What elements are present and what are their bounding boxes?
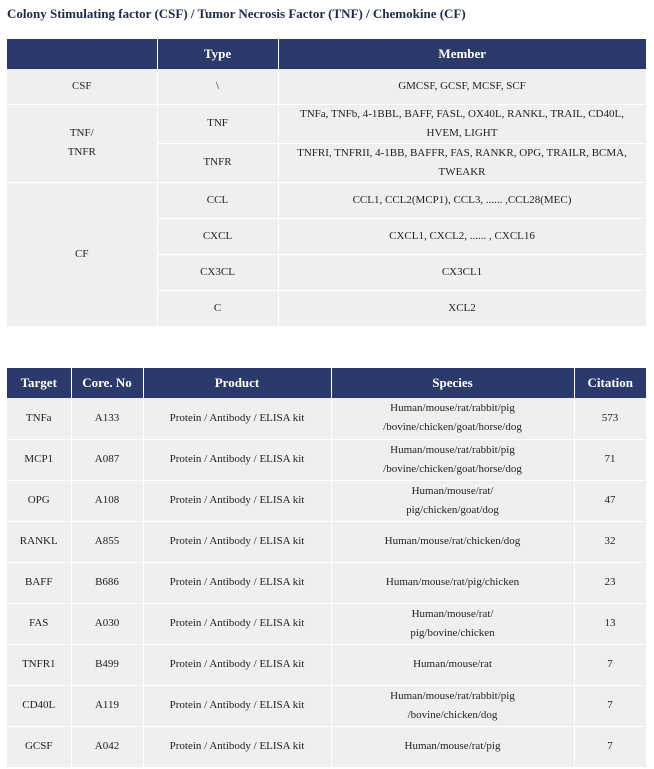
group-cell: TNF/ TNFR [7, 104, 157, 182]
target-cell: OPG [7, 480, 71, 521]
target-cell: MCP1 [7, 439, 71, 480]
table-row [7, 603, 646, 644]
member-cell: TNFRI, TNFRII, 4-1BB, BAFFR, FAS, RANKR, OPG, TRAILR, BCMA, TWEAKR [278, 143, 646, 182]
member-cell: GMCSF, GCSF, MCSF, SCF [278, 69, 646, 104]
member-cell: TNFa, TNFb, 4-1BBL, BAFF, FASL, OX40L, RANKL, TRAIL, CD40L, HVEM, LIGHT [278, 104, 646, 143]
core-no-cell: A133 [71, 398, 143, 439]
table-row [7, 104, 646, 143]
table-row [7, 521, 646, 562]
citation-cell: 573 [574, 398, 646, 439]
table-header-row [7, 368, 646, 398]
core-no-cell: A855 [71, 521, 143, 562]
product-cell: Protein / Antibody / ELISA kit [143, 685, 331, 726]
type-cell: TNF [157, 104, 278, 143]
table-header-row [7, 39, 646, 69]
type-cell: CX3CL [157, 254, 278, 290]
cytokine-type-table [7, 39, 647, 327]
member-cell: CX3CL1 [278, 254, 646, 290]
target-cell: GCSF [7, 726, 71, 767]
core-no-cell: B686 [71, 562, 143, 603]
product-cell: Protein / Antibody / ELISA kit [143, 439, 331, 480]
species-cell: Human/mouse/rat/pig/chicken [331, 562, 574, 603]
citation-cell: 7 [574, 644, 646, 685]
member-cell: CCL1, CCL2(MCP1), CCL3, ...... ,CCL28(MEC) [278, 182, 646, 218]
type-cell: C [157, 290, 278, 326]
target-cell: FAS [7, 603, 71, 644]
core-no-cell: B499 [71, 644, 143, 685]
type-cell: CCL [157, 182, 278, 218]
product-cell: Protein / Antibody / ELISA kit [143, 521, 331, 562]
page-title: Colony Stimulating factor (CSF) / Tumor Necrosis Factor (TNF) / Chemokine (CF) [7, 6, 466, 21]
core-no-cell: A030 [71, 603, 143, 644]
table-row [7, 562, 646, 603]
header-member: Member [278, 39, 646, 69]
header-citation: Citation [574, 368, 646, 398]
target-cell: TNFa [7, 398, 71, 439]
header-product: Product [143, 368, 331, 398]
group-cell: CSF [7, 69, 157, 104]
group-cell: CF [7, 182, 157, 326]
product-cell: Protein / Antibody / ELISA kit [143, 480, 331, 521]
table-row [7, 644, 646, 685]
table-row [7, 439, 646, 480]
table-row [7, 398, 646, 439]
header-group [7, 39, 157, 69]
header-type: Type [157, 39, 278, 69]
citation-cell: 71 [574, 439, 646, 480]
species-cell: Human/mouse/rat/chicken/dog [331, 521, 574, 562]
citation-cell: 32 [574, 521, 646, 562]
type-cell: CXCL [157, 218, 278, 254]
target-cell: TNFR1 [7, 644, 71, 685]
target-cell: CD40L [7, 685, 71, 726]
target-cell: BAFF [7, 562, 71, 603]
species-cell: Human/mouse/rat/rabbit/pig /bovine/chicken/goat/horse/dog [331, 398, 574, 439]
target-cell: RANKL [7, 521, 71, 562]
member-cell: XCL2 [278, 290, 646, 326]
core-no-cell: A042 [71, 726, 143, 767]
type-cell: \ [157, 69, 278, 104]
species-cell: Human/mouse/rat/rabbit/pig /bovine/chicken/dog [331, 685, 574, 726]
member-cell: CXCL1, CXCL2, ...... , CXCL16 [278, 218, 646, 254]
species-cell: Human/mouse/rat/ pig/bovine/chicken [331, 603, 574, 644]
product-cell: Protein / Antibody / ELISA kit [143, 726, 331, 767]
species-cell: Human/mouse/rat/ pig/chicken/goat/dog [331, 480, 574, 521]
header-target: Target [7, 368, 71, 398]
species-cell: Human/mouse/rat [331, 644, 574, 685]
product-cell: Protein / Antibody / ELISA kit [143, 603, 331, 644]
core-no-cell: A108 [71, 480, 143, 521]
product-cell: Protein / Antibody / ELISA kit [143, 398, 331, 439]
citation-cell: 23 [574, 562, 646, 603]
citation-cell: 13 [574, 603, 646, 644]
citation-cell: 7 [574, 726, 646, 767]
table-row [7, 726, 646, 767]
product-cell: Protein / Antibody / ELISA kit [143, 644, 331, 685]
species-cell: Human/mouse/rat/rabbit/pig /bovine/chicken/goat/horse/dog [331, 439, 574, 480]
species-cell: Human/mouse/rat/pig [331, 726, 574, 767]
product-citation-table [7, 368, 647, 768]
table-row [7, 69, 646, 104]
table-row [7, 480, 646, 521]
citation-cell: 7 [574, 685, 646, 726]
core-no-cell: A119 [71, 685, 143, 726]
product-cell: Protein / Antibody / ELISA kit [143, 562, 331, 603]
header-core-no: Core. No [71, 368, 143, 398]
core-no-cell: A087 [71, 439, 143, 480]
table-row [7, 182, 646, 218]
header-species: Species [331, 368, 574, 398]
table-row [7, 685, 646, 726]
type-cell: TNFR [157, 143, 278, 182]
citation-cell: 47 [574, 480, 646, 521]
